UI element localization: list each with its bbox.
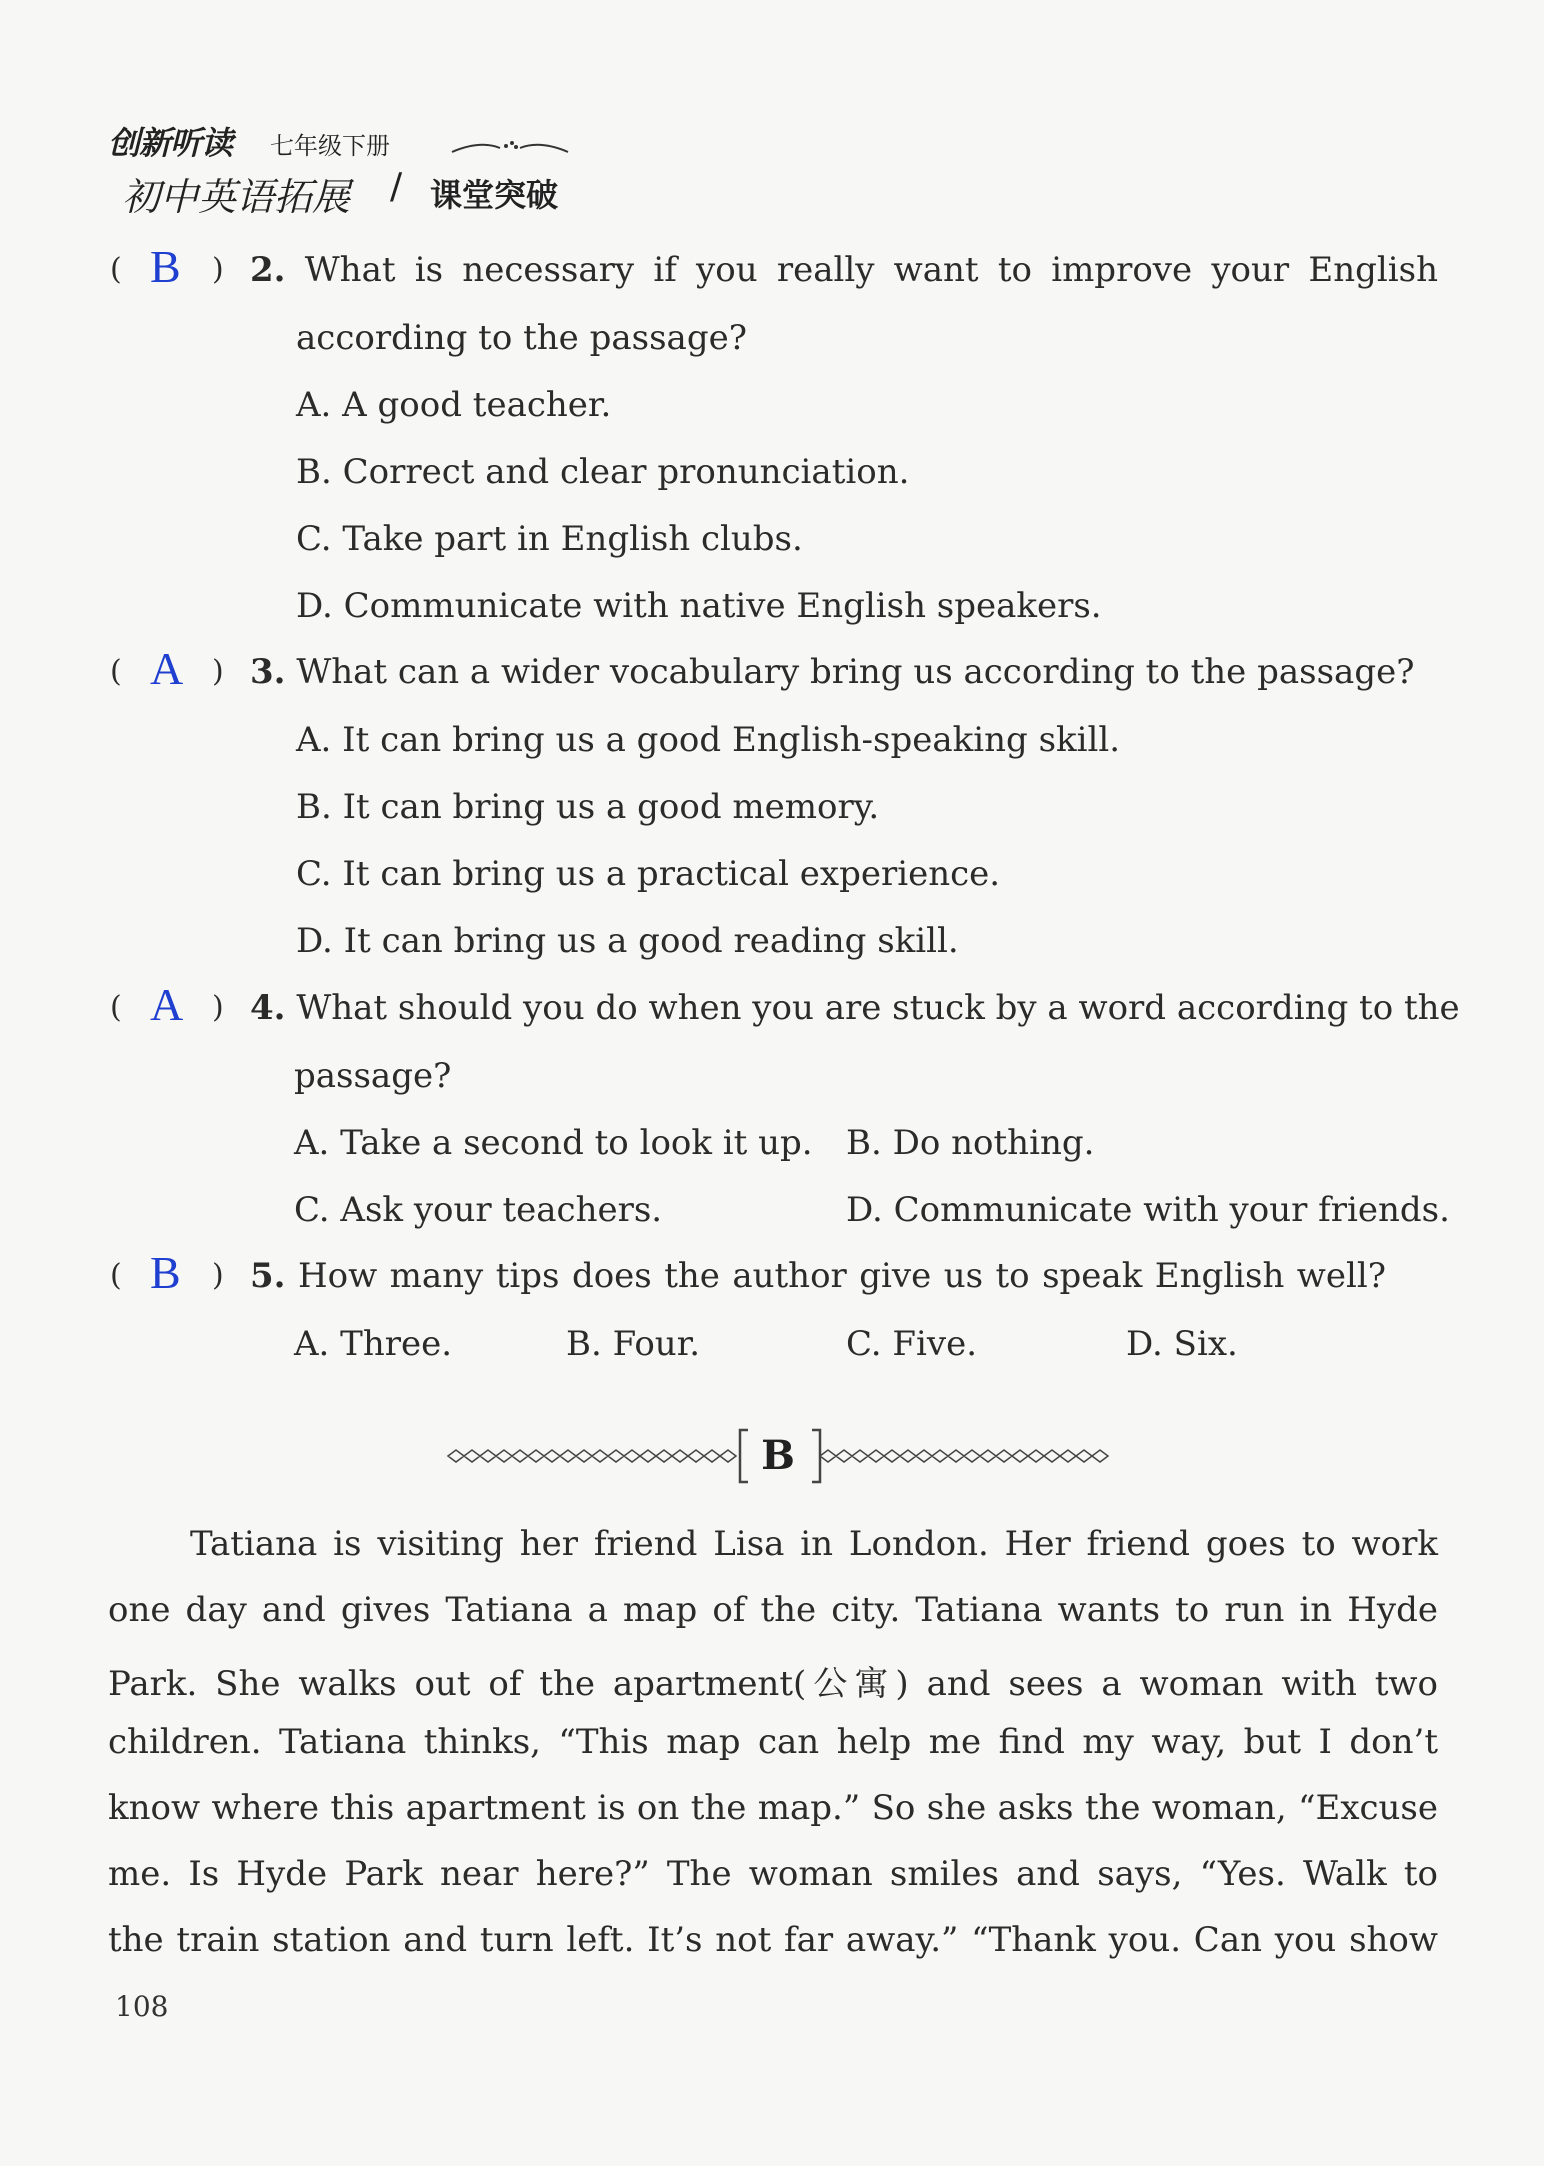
question-stem-line: 3. What can a wider vocabulary bring us according to the passage? xyxy=(250,652,1415,692)
answer-mark: A xyxy=(150,979,184,1030)
answer-paren-open: ( xyxy=(110,990,122,1025)
question-number: 3. xyxy=(250,652,286,692)
passage-line: one day and gives Tatiana a map of the city. Tatiana wants to run in Hyde xyxy=(108,1590,1438,1630)
option-c: C. Take part in English clubs. xyxy=(296,519,803,559)
section-title: 课堂突破 xyxy=(430,176,559,214)
option-b: B. Four. xyxy=(566,1324,701,1364)
answer-mark: B xyxy=(150,241,181,292)
option-b: B. Do nothing. xyxy=(846,1123,1095,1163)
option-d: D. Six. xyxy=(1126,1324,1238,1364)
page-number: 108 xyxy=(115,1990,169,2023)
option-a: A. It can bring us a good English-speaking skill. xyxy=(296,720,1121,760)
option-c: C. It can bring us a practical experience. xyxy=(296,854,1001,894)
question-stem-line: 2. What is necessary if you really want to improve your English xyxy=(250,250,1438,290)
passage-line: me. Is Hyde Park near here?” The woman smiles and says, “Yes. Walk to xyxy=(108,1854,1438,1894)
answer-paren-close: ) xyxy=(212,990,224,1025)
answer-mark: B xyxy=(150,1247,181,1298)
section-label: B xyxy=(761,1432,795,1479)
question-stem-line: passage? xyxy=(294,1056,452,1096)
option-a: A. Three. xyxy=(294,1324,453,1364)
answer-paren-close: ) xyxy=(212,654,224,689)
question-stem-line: according to the passage? xyxy=(296,318,747,358)
passage-line: the train station and turn left. It’s not far away.” “Thank you. Can you show xyxy=(108,1920,1438,1960)
answer-paren-close: ) xyxy=(212,252,224,287)
series-title: 初中英语拓展 xyxy=(122,175,351,219)
option-d: D. Communicate with native English speakers. xyxy=(296,586,1102,626)
passage-line: know where this apartment is on the map.” So she asks the woman, “Excuse xyxy=(108,1788,1438,1828)
answer-paren-open: ( xyxy=(110,252,122,287)
option-d: D. Communicate with your friends. xyxy=(846,1190,1450,1230)
option-b: B. It can bring us a good memory. xyxy=(296,787,880,827)
header-ornament-icon xyxy=(450,138,570,158)
option-b: B. Correct and clear pronunciation. xyxy=(296,452,910,492)
passage-line: children. Tatiana thinks, “This map can help me find my way, but I don’t xyxy=(108,1722,1438,1762)
option-d: D. It can bring us a good reading skill. xyxy=(296,921,959,961)
question-stem-line: 4. What should you do when you are stuck by a word according to the xyxy=(250,988,1460,1028)
answer-paren-close: ) xyxy=(212,1258,224,1293)
answer-paren-open: ( xyxy=(110,654,122,689)
question-number: 4. xyxy=(250,988,286,1028)
option-c: C. Ask your teachers. xyxy=(294,1190,663,1230)
header-separator: / xyxy=(390,166,403,207)
passage-line: Tatiana is visiting her friend Lisa in London. Her friend goes to work xyxy=(190,1524,1438,1564)
answer-mark: A xyxy=(150,643,184,694)
grade-label: 七年级下册 xyxy=(270,132,390,160)
option-a: A. Take a second to look it up. xyxy=(294,1123,813,1163)
question-number: 2. xyxy=(250,250,286,290)
answer-paren-open: ( xyxy=(110,1258,122,1293)
passage-line: Park. She walks out of the apartment(公寓) and sees a woman with two xyxy=(108,1664,1438,1704)
option-a: A. A good teacher. xyxy=(296,385,612,425)
question-number: 5. xyxy=(250,1256,286,1296)
question-stem-line: 5. How many tips does the author give us to speak English well? xyxy=(250,1256,1386,1296)
option-c: C. Five. xyxy=(846,1324,978,1364)
brand-logo: 创新听读 xyxy=(108,124,233,162)
